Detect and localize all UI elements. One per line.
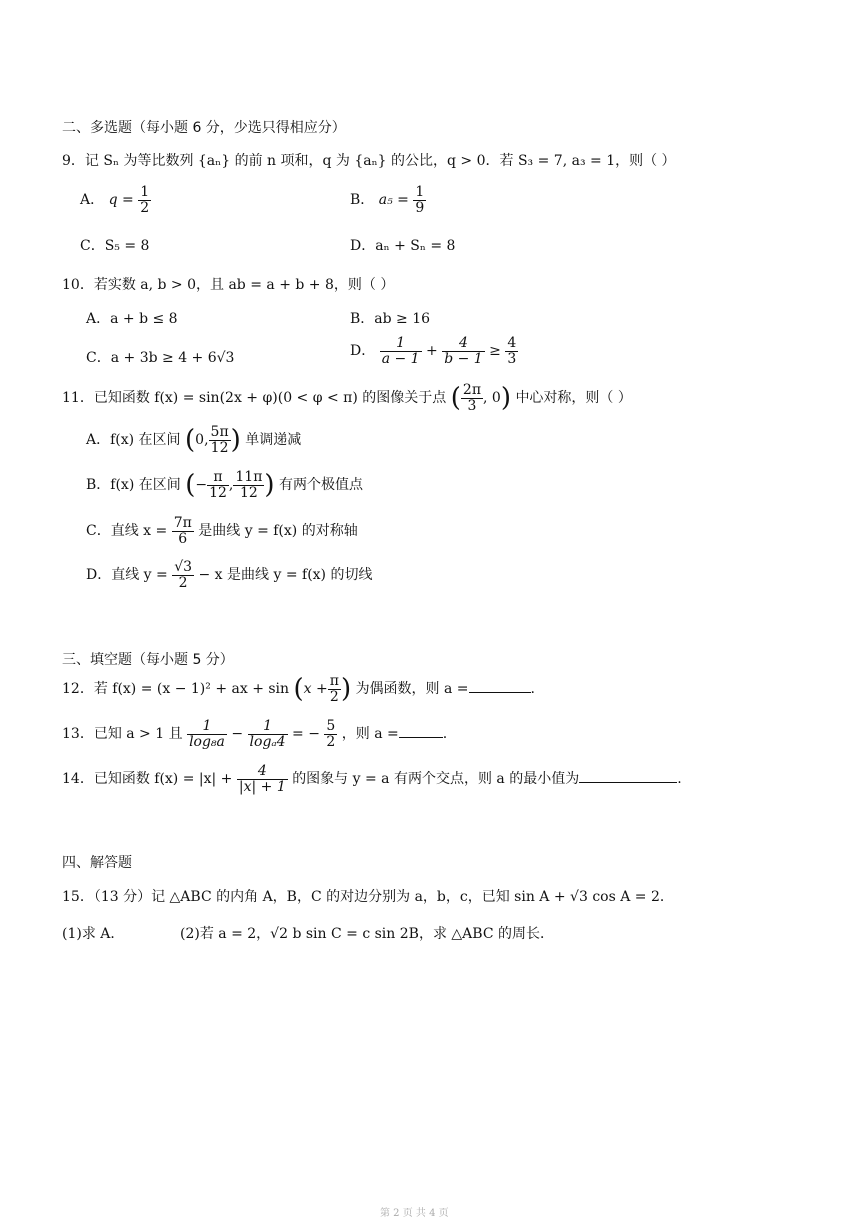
question-10-option-d: D． $\frac{1}{a - 1}$ + $\frac{4}{b - 1}$ ≥ $\frac{4}{3}$ — [350, 335, 517, 367]
fraction: $\frac{5}{2}$ — [326, 718, 336, 750]
fraction: $\frac{4}{b - 1}$ — [444, 335, 483, 367]
question-11-option-b: B．f(x) 在区间 (− $\frac{\pi}{12}$ , $\frac{11\pi}{12}$ ) 有两个极值点 — [86, 469, 363, 501]
question-9-option-a: A． q = $\frac{1}{2}$ — [80, 184, 150, 216]
question-13: 13．已知 a > 1 且 $\frac{1}{\text{log₈a}}$ − $\frac{1}{\text{logₐ4}}$ = − $\frac{5}{2}$ ，则 a = . — [62, 718, 448, 750]
fraction: $\frac{1}{\text{logₐ4}}$ — [249, 718, 286, 750]
question-10-option-a: A．a + b ≤ 8 — [86, 311, 178, 327]
question-9-option-b: B． a₅ = $\frac{1}{9}$ — [350, 184, 425, 216]
question-11-stem: 11．已知函数 f(x) = sin(2x + φ)(0 < φ < π) 的图像关于点 ( $\frac{2\pi}{3}$ , 0) 中心对称，则（ ） — [62, 382, 632, 414]
section-title-free-response: 四、解答题 — [62, 855, 132, 871]
answer-blank — [469, 692, 531, 693]
fraction: $\frac{1}{9}$ — [415, 184, 425, 216]
question-15-part-1: (1)求 A． — [62, 926, 125, 942]
section-title-fill-in: 三、填空题（每小题 5 分） — [62, 652, 234, 668]
fraction: $\frac{4}{|x| + 1}$ — [238, 763, 286, 795]
question-10-stem: 10．若实数 a, b > 0，且 ab = a + b + 8，则（ ） — [62, 277, 395, 293]
fraction: $\frac{\pi}{12}$ — [209, 469, 227, 501]
question-9-option-d: D．aₙ + Sₙ = 8 — [350, 238, 456, 254]
question-9-stem: 9．记 Sₙ 为等比数列 {aₙ} 的前 n 项和，q 为 {aₙ} 的公比，q > 0．若 S₃ = 7, a₃ = 1，则（ ） — [62, 153, 676, 169]
fraction: $\frac{5\pi}{12}$ — [210, 424, 229, 456]
question-10-option-c: C．a + 3b ≥ 4 + 6√3 — [86, 350, 235, 366]
section-title-multiple-choice: 二、多选题（每小题 6 分，少选只得相应分） — [62, 120, 346, 136]
question-15-stem: 15．（13 分）记 △ABC 的内角 A，B，C 的对边分别为 a，b，c，已知 sin A + √3 cos A = 2． — [62, 889, 674, 905]
fraction: $\frac{1}{a - 1}$ — [381, 335, 420, 367]
question-11-option-c: C．直线 x = $\frac{7\pi}{6}$ 是曲线 y = f(x) 的对称轴 — [86, 515, 358, 547]
fraction: $\frac{\pi}{2}$ — [329, 673, 339, 705]
answer-blank — [399, 737, 443, 738]
question-10-option-b: B．ab ≥ 16 — [350, 311, 431, 327]
fraction: $\frac{√3}{2}$ — [174, 559, 193, 591]
fraction: $\frac{1}{\text{log₈a}}$ — [189, 718, 225, 750]
question-9-option-c: C．S₅ = 8 — [80, 238, 150, 254]
question-11-option-d: D．直线 y = $\frac{√3}{2}$ − x 是曲线 y = f(x) 的切线 — [86, 559, 373, 591]
fraction: $\frac{7\pi}{6}$ — [173, 515, 192, 547]
fraction: $\frac{2\pi}{3}$ — [462, 382, 482, 414]
fraction: $\frac{11\pi}{12}$ — [235, 469, 263, 501]
question-14: 14．已知函数 f(x) = |x| + $\frac{4}{|x| + 1}$ 的图象与 y = a 有两个交点，则 a 的最小值为 . — [62, 763, 682, 795]
answer-blank — [579, 782, 677, 783]
fraction: $\frac{4}{3}$ — [507, 335, 517, 367]
question-11-option-a: A．f(x) 在区间 (0, $\frac{5\pi}{12}$ ) 单调递减 — [86, 424, 302, 456]
page-footer: 第 2 页 共 4 页 — [380, 1208, 449, 1219]
question-15-part-2: (2)若 a = 2，√2 b sin C = c sin 2B，求 △ABC 的周长． — [180, 926, 554, 942]
fraction: $\frac{1}{2}$ — [140, 184, 150, 216]
question-12: 12．若 f(x) = (x − 1)² + ax + sin (x + $\frac{\pi}{2}$ ) 为偶函数，则 a = . — [62, 673, 535, 705]
